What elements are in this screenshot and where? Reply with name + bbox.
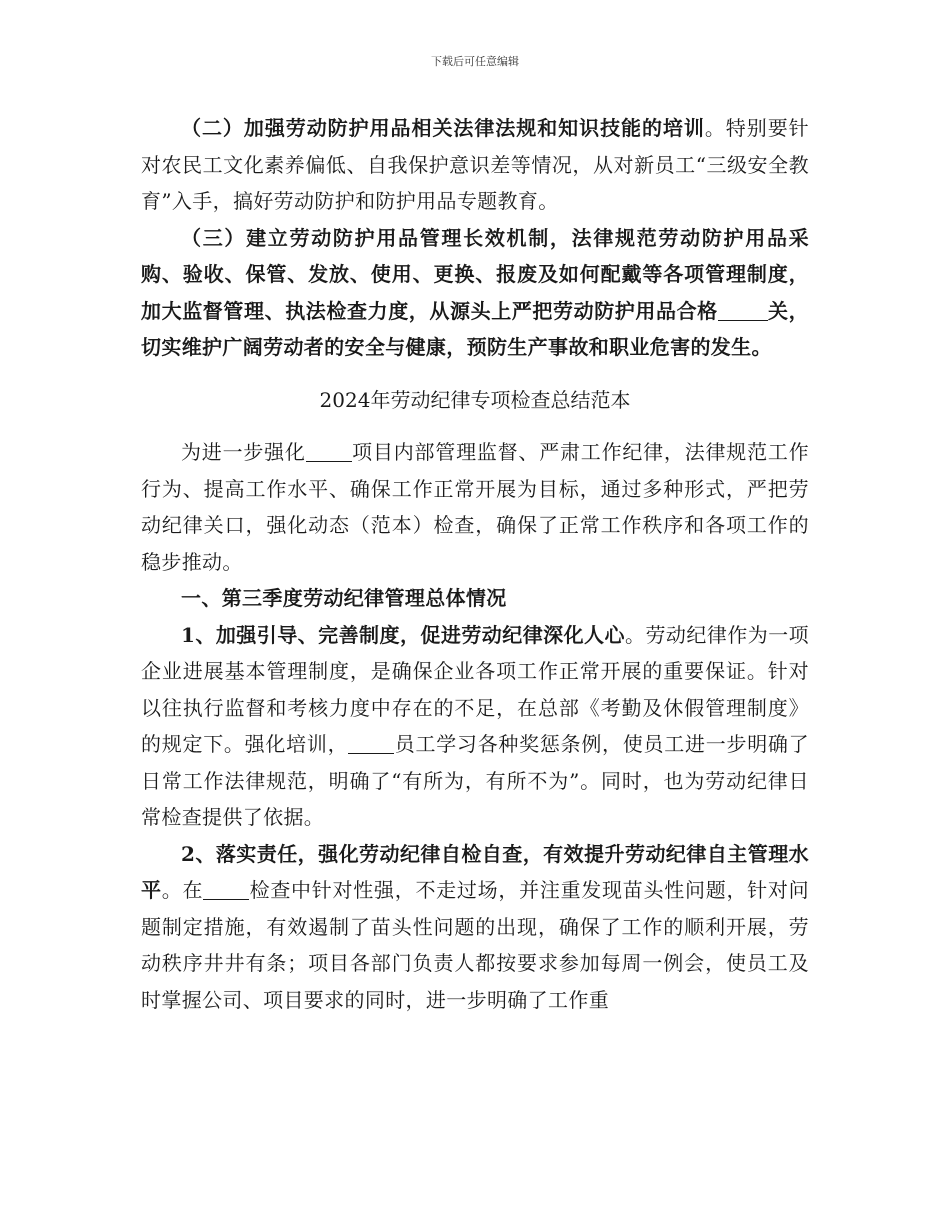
section-2-text: 。特别要针对农民工文化素养偏低、自我保护意识差等情况，从对新员工“三级安全教育”入手，搞好劳动防护和防护用品专题教育。 bbox=[141, 116, 810, 213]
page-header-note: 下载后可任意编辑 bbox=[431, 55, 519, 68]
section-3-text-b: 关，切实维护广阔劳动者的安全与健康，预防生产事故和职业危害的发生。 bbox=[141, 298, 809, 359]
document-title: 2024年劳动纪律专项检查总结范本 bbox=[319, 387, 631, 412]
fill-in-blank bbox=[348, 733, 394, 754]
section-3-text-a: （三）建立劳动防护用品管理长效机制，法律规范劳动防护用品采购、验收、保管、发放、使用、更换、报废及如何配戴等各项管理制度，加大监督管理、执法检查力度，从源头上严把劳动防护用品合格 bbox=[141, 225, 809, 323]
fill-in-blank bbox=[306, 441, 352, 462]
paragraph-intro bbox=[141, 434, 809, 580]
paragraph-section-3 bbox=[141, 220, 809, 366]
item-2-text-b: 检查中针对性强，不走过场，并注重发现苗头性问题，针对问题制定措施，有效遏制了苗头性问题的出现，确保了工作的顺利开展，劳动秩序井井有条；项目各部门负责人都按要求参加每周一例会，使员工及时掌握公司、项目要求的同时，进一步明确了工作重 bbox=[141, 878, 809, 1012]
item-2-heading: 2、落实责任，强化劳动纪律自检自查，有效提升劳动纪律自主管理水平 bbox=[141, 841, 809, 902]
item-1-text-a: 。劳动纪律作为一项企业进展基本管理制度，是确保企业各项工作正常开展的重要保证。针对以往执行监督和考核力度中存在的不足，在总部《考勤及休假管理制度》的规定下。强化培训， bbox=[141, 622, 809, 756]
item-2-text-a: 。在 bbox=[161, 878, 204, 902]
item-1-text-b: 员工学习各种奖惩条例，使员工进一步明确了日常工作法律规范，明确了“有所为，有所不为”。同时，也为劳动纪律日常检查提供了依据。 bbox=[141, 732, 810, 829]
intro-text-b: 项目内部管理监督、严肃工作纪律，法律规范工作行为、提高工作水平、确保工作正常开展为目标，通过多种形式，严把劳动纪律关口，强化动态（范本）检查，确保了正常工作秩序和各项工作的稳步推动。 bbox=[141, 440, 809, 574]
fill-in-blank bbox=[718, 300, 768, 321]
heading-section-1: 一、第三季度劳动纪律管理总体情况 bbox=[181, 586, 507, 610]
paragraph-item-1 bbox=[141, 617, 809, 836]
item-1-heading: 1、加强引导、完善制度，促进劳动纪律深化人心 bbox=[181, 622, 625, 647]
paragraph-item-2 bbox=[141, 836, 809, 1019]
paragraph-section-2 bbox=[141, 110, 809, 220]
section-2-heading: （二）加强劳动防护用品相关法律法规和知识技能的培训 bbox=[181, 116, 705, 140]
document-body bbox=[141, 110, 809, 1018]
intro-text-a: 为进一步强化 bbox=[181, 440, 306, 464]
fill-in-blank bbox=[203, 879, 249, 900]
